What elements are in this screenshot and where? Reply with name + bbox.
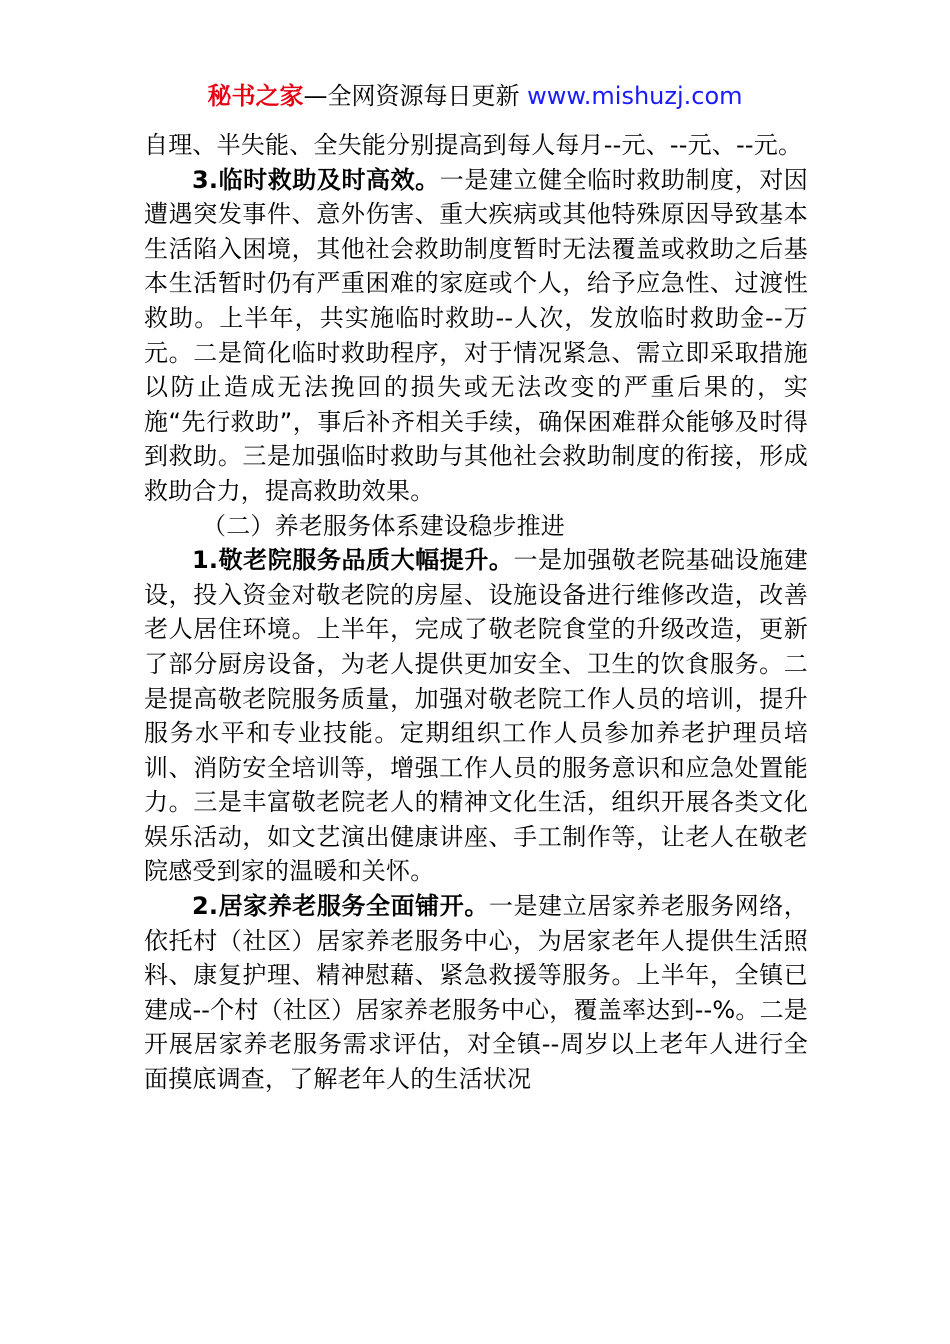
subheading-text: （二）养老服务体系建设稳步推进 xyxy=(202,511,565,540)
paragraph-home-care xyxy=(144,889,808,1097)
document-body xyxy=(144,128,808,1097)
paragraph-heading: 2.居家养老服务全面铺开。 xyxy=(192,892,489,921)
section-subheading xyxy=(144,509,808,544)
paragraph-heading: 1.敬老院服务品质大幅提升。 xyxy=(192,546,514,575)
site-url-link[interactable]: www.mishuzj.com xyxy=(527,82,743,110)
paragraph-heading: 3.临时救助及时高效。 xyxy=(192,165,440,194)
paragraph-text: 一是建立健全临时救助制度，对因遭遇突发事件、意外伤害、重大疾病或其他特殊原因导致基本生活陷入困境，其他社会救助制度暂时无法覆盖或救助之后基本生活暂时仍有严重困难的家庭或个人，给予应急性、过渡性救助。上半年，共实施临时救助--人次，发放临时救助金--万元。二是简化临时救助程序，对于情况紧急、需立即采取措施以防止造成无法挽回的损失或无法改变的严重后果的，实施“先行救助”，事后补齐相关手续，确保困难群众能够及时得到救助。三是加强临时救助与其他社会救助制度的衔接，形成救助合力，提高救助效果。 xyxy=(144,165,808,505)
paragraph-text: 一是建立居家养老服务网络，依托村（社区）居家养老服务中心，为居家老年人提供生活照料、康复护理、精神慰藉、紧急救援等服务。上半年，全镇已建成--个村（社区）居家养老服务中心，覆盖率达到--%。二是开展居家养老服务需求评估，对全镇--周岁以上老年人进行全面摸底调查，了解老年人的生活状况 xyxy=(144,892,808,1094)
paragraph-text: 一是加强敬老院基础设施建设，投入资金对敬老院的房屋、设施设备进行维修改造，改善老人居住环境。上半年，完成了敬老院食堂的升级改造，更新了部分厨房设备，为老人提供更加安全、卫生的饮食服务。二是提高敬老院服务质量，加强对敬老院工作人员的培训，提升服务水平和专业技能。定期组织工作人员参加养老护理员培训、消防安全培训等，增强工作人员的服务意识和应急处置能力。三是丰富敬老院老人的精神文化生活，组织开展各类文化娱乐活动，如文艺演出健康讲座、手工制作等，让老人在敬老院感受到家的温暖和关怀。 xyxy=(144,546,808,886)
brand-name: 秘书之家 xyxy=(207,82,304,110)
paragraph-text: 自理、半失能、全失能分别提高到每人每月--元、--元、--元。 xyxy=(144,131,803,159)
paragraph-continuation xyxy=(144,128,808,163)
header-tagline: —全网资源每日更新 xyxy=(303,82,528,110)
site-header xyxy=(0,80,950,112)
paragraph-temporary-assistance xyxy=(144,163,808,509)
paragraph-nursing-home xyxy=(144,543,808,889)
